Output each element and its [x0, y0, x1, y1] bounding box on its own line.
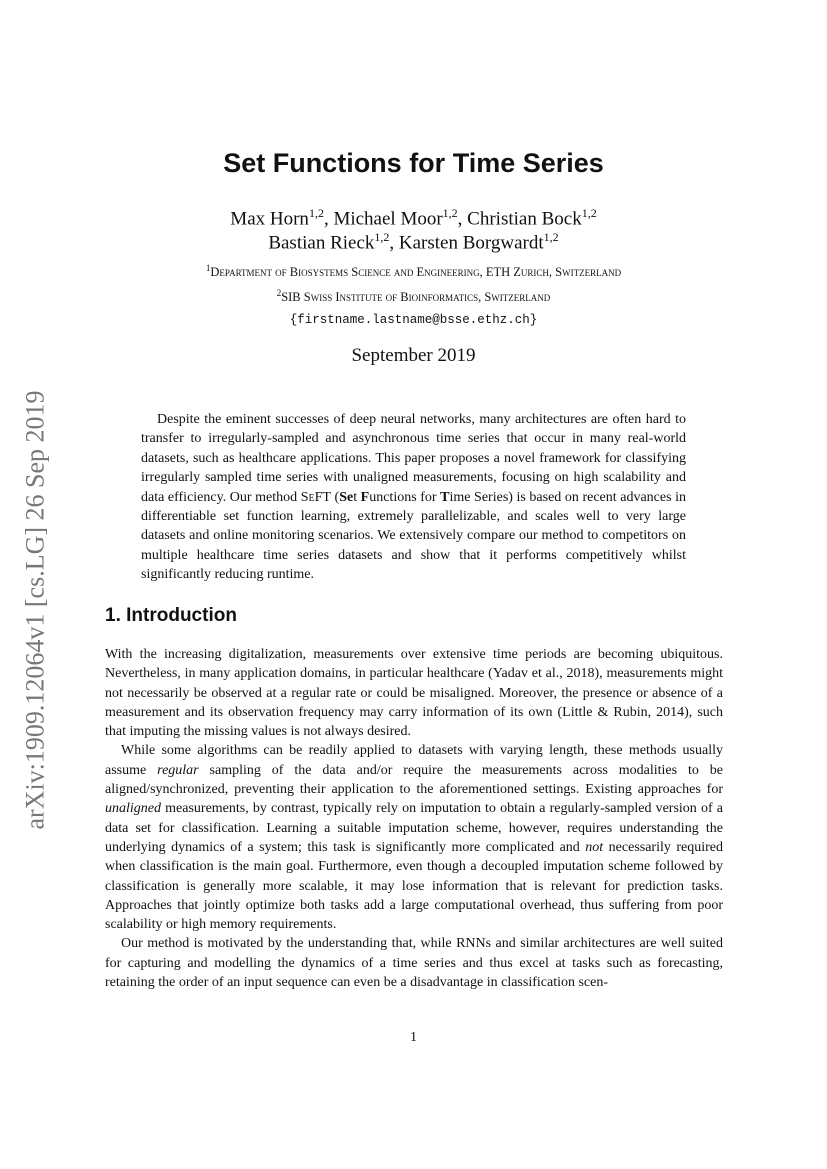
- paragraph: Our method is motivated by the understanding that, while RNNs and similar architectures are well suited for capturing and modelling the dynamics of a time series and thus excel at tasks such as forecasting, retaining the order of an input sequence can even be a disadvantage in classification scen-: [105, 936, 723, 991]
- author-name: Bastian Rieck: [268, 232, 375, 254]
- author-affil-mark: 1,2: [442, 206, 458, 220]
- arxiv-identifier: arXiv:1909.12064v1 [cs.LG] 26 Sep 2019: [21, 390, 50, 830]
- paper-title: Set Functions for Time Series: [223, 148, 604, 178]
- author-name: Max Horn: [230, 208, 309, 230]
- arxiv-side-stamp: [10, 360, 62, 860]
- publication-date: September 2019: [351, 345, 476, 366]
- affiliation-text: SIB Swiss Institute of Bioinformatics, Switzerland: [281, 290, 551, 305]
- affiliation-mark: 2: [276, 288, 282, 298]
- author-name: Michael Moor: [333, 208, 443, 230]
- affiliation-2: [0, 288, 827, 305]
- author-affil-mark: 1,2: [374, 230, 390, 244]
- affiliation-text: Department of Biosystems Science and Engineering, ETH Zurich, Switzerland: [210, 265, 622, 280]
- author-line-2: Bastian Rieck$^{1,2}$, Karsten Borgwardt$^{1,2}$: [268, 230, 559, 254]
- author-affil-mark: 1,2: [308, 206, 324, 220]
- paragraph: While some algorithms can be readily applied to datasets with varying length, these methods usually assume regular sampling of the data and/or require the measurements across modalities to be aligned/synchronized, preventing their application to the aforementioned settings. Existing approaches for unaligned measurements, by contrast, typically rely on imputation to obtain a regularly-sampled version of a data set for classification. Learning a suitable imputation scheme, however, requires understanding the underlying dynamics of a system; this task is significantly more complicated and not necessarily required when classification is the main goal. Furthermore, even though a decoupled imputation scheme followed by classification is generally more scalable, it may lose information that is relevant for prediction tasks. Approaches that jointly optimize both tasks add a large computational overhead, thus suffering from poor scalability or high memory requirements.: [105, 743, 724, 933]
- section-heading: 1. Introduction: [105, 605, 237, 626]
- author-email: {firstname.lastname@bsse.ethz.ch}: [289, 313, 538, 327]
- page-number: 1: [410, 1030, 417, 1045]
- affiliation-mark: 1: [205, 263, 211, 273]
- author-line-1: Max Horn$^{1,2}$, Michael Moor$^{1,2}$, Christian Bock$^{1,2}$: [230, 206, 597, 230]
- author-affil-mark: 1,2: [581, 206, 597, 220]
- introduction-body: [105, 645, 723, 992]
- method-name: SeFT: [300, 489, 331, 505]
- author-affil-mark: 1,2: [543, 230, 559, 244]
- abstract: Despite the eminent successes of deep neural networks, many architectures are often hard to transfer to irregularly-sampled and asynchronous time series that occur in many real-world datasets, such as healthcare applications. This paper proposes a novel framework for classifying irregularly sampled time series with unaligned measurements, focusing on high scalability and data efficiency. Our method SeFT (Set Functions for Time Series) is based on recent advances in differentiable set function learning, extremely parallelizable, and scales well to very large datasets and online monitoring scenarios. We extensively compare our method to competitors on multiple healthcare time series datasets and show that it performs competitively whilst significantly reducing runtime.: [141, 412, 687, 583]
- author-name: Christian Bock: [467, 208, 582, 230]
- paragraph: With the increasing digitalization, measurements over extensive time periods are becoming ubiquitous. Nevertheless, in many application domains, in particular healthcare (Yadav et al., 2018), measurements might not necessarily be observed at a regular rate or could be misaligned. Moreover, the presence or absence of a measurement and its observation frequency may carry information of its own (Little & Rubin, 2014), such that imputing the missing values is not always desired.: [105, 647, 723, 740]
- author-name: Karsten Borgwardt: [398, 232, 544, 254]
- affiliation-1: [0, 263, 827, 280]
